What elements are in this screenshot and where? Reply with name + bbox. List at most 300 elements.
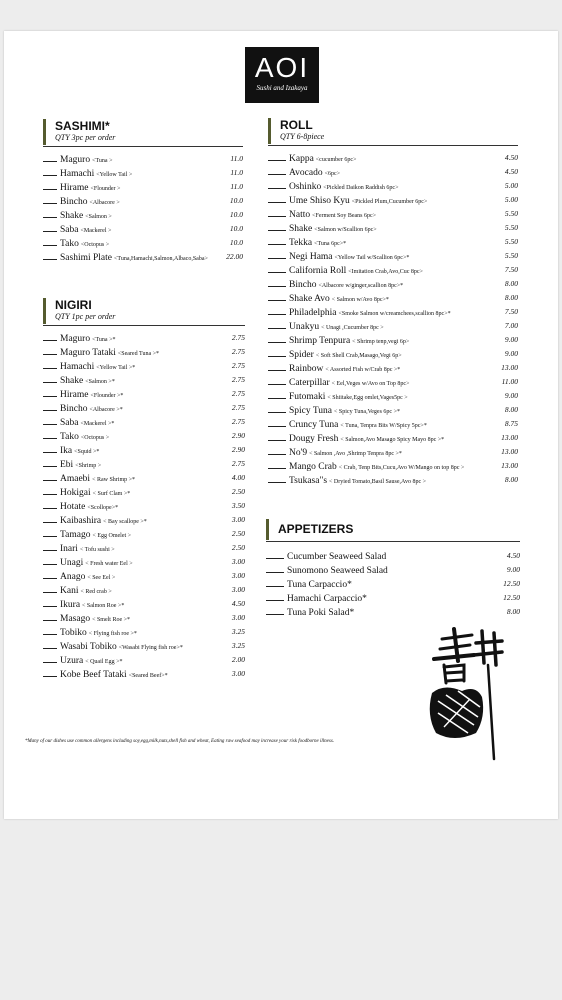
item-description: <Pickled Plum,Cucumber 6pc>: [351, 199, 428, 205]
item-price: 5.50: [504, 251, 518, 260]
qty-blank: [43, 569, 57, 579]
qty-blank: [268, 291, 286, 301]
qty-blank: [268, 221, 286, 231]
qty-blank: [43, 401, 57, 411]
item-description: <Albacore w/ginger,scallion 8pc>*: [318, 283, 404, 289]
item-price: 3.25: [231, 641, 245, 650]
item-price: 7.50: [504, 307, 518, 316]
item-name: Caterpillar: [289, 378, 330, 388]
item-name: Tamago: [60, 530, 91, 540]
menu-item: [268, 459, 518, 473]
item-name: Kaibashira: [60, 516, 102, 526]
item-description: < Shiitake,Egg omlet,Vages5pc >: [327, 395, 408, 401]
item-description: <Seared Beef>*: [128, 673, 168, 679]
qty-blank: [268, 305, 286, 315]
item-description: <Salmon >: [85, 214, 112, 220]
item-description: <Mackerel >: [80, 228, 112, 234]
item-name: Saba: [60, 418, 79, 428]
menu-item: [43, 194, 243, 208]
item-price: 2.50: [231, 543, 245, 552]
menu-item: [268, 431, 518, 445]
item-name: Saba: [60, 225, 79, 235]
item-price: 2.75: [231, 417, 245, 426]
item-name: Masago: [60, 614, 91, 624]
qty-blank: [268, 179, 286, 189]
qty-blank: [266, 577, 284, 587]
item-name: Philadelphia: [289, 308, 337, 318]
item-name: Hamachi: [60, 169, 95, 179]
section-title: ROLL: [280, 118, 313, 132]
item-price: 13.00: [501, 433, 518, 442]
item-name: Tsukasa"s: [289, 476, 328, 486]
item-price: 11.0: [230, 182, 243, 191]
item-price: 2.75: [231, 333, 245, 342]
item-description: < Smelt Roe >*: [92, 617, 131, 623]
item-description: <Tuna,Hamachi,Salmon,Albaco,Saba>: [114, 256, 208, 262]
menu-item: [268, 375, 518, 389]
qty-blank: [268, 361, 286, 371]
item-name: Cucumber Seaweed Salad: [287, 552, 387, 562]
item-price: 8.00: [504, 293, 518, 302]
menu-item: [43, 485, 245, 499]
item-name: Cruncy Tuna: [289, 420, 339, 430]
menu-item: [43, 583, 245, 597]
item-description: <Octopus >: [80, 435, 110, 441]
menu-item: [43, 345, 245, 359]
item-name: Spicy Tuna: [289, 406, 333, 416]
item-description: <Tuna >*: [92, 337, 116, 343]
item-price: 10.0: [229, 196, 243, 205]
qty-blank: [268, 319, 286, 329]
nigiri-items: [43, 331, 245, 681]
item-price: 7.00: [504, 321, 518, 330]
item-name: Sashimi Plate: [60, 253, 112, 263]
menu-item: [266, 605, 520, 619]
qty-blank: [43, 180, 57, 190]
menu-item: [268, 305, 518, 319]
menu-item: [268, 263, 518, 277]
menu-item: [43, 387, 245, 401]
qty-blank: [43, 611, 57, 621]
item-price: 5.50: [504, 223, 518, 232]
menu-item: [43, 152, 243, 166]
item-name: Maguro: [60, 155, 91, 165]
section-header: [43, 298, 245, 324]
item-name: Hamachi Carpaccio*: [287, 594, 367, 604]
item-name: Tako: [60, 432, 79, 442]
item-name: Kappa: [289, 154, 314, 164]
qty-blank: [268, 277, 286, 287]
menu-item: [43, 429, 245, 443]
menu-page: [4, 31, 558, 819]
menu-item: [268, 389, 518, 403]
item-price: 4.00: [231, 473, 245, 482]
qty-blank: [268, 445, 286, 455]
item-price: 9.00: [506, 565, 520, 574]
item-description: <Seared Tuna >*: [117, 351, 159, 357]
menu-item: [268, 235, 518, 249]
item-price: 8.00: [506, 607, 520, 616]
item-description: < Bay scallope >*: [103, 519, 147, 525]
item-price: 8.00: [504, 475, 518, 484]
menu-item: [266, 577, 520, 591]
item-price: 12.50: [503, 593, 520, 602]
roll-section: [268, 118, 518, 487]
menu-item: [268, 445, 518, 459]
item-price: 2.50: [231, 529, 245, 538]
item-description: <6pc>: [324, 171, 341, 177]
item-name: Anago: [60, 572, 86, 582]
qty-blank: [43, 443, 57, 453]
item-description: < Unagi ,Cucumber 8pc >: [321, 325, 384, 331]
menu-item: [43, 555, 245, 569]
item-name: Tekka: [289, 238, 313, 248]
qty-blank: [43, 597, 57, 607]
item-description: <Pickled Daikon Raddish 6pc>: [323, 185, 399, 191]
item-name: Negi Hama: [289, 252, 333, 262]
item-description: < Raw Shrimp >*: [92, 477, 136, 483]
item-description: < Spicy Tuna,Veges 6pc >*: [334, 409, 400, 415]
menu-item: [43, 373, 245, 387]
qty-blank: [43, 555, 57, 565]
item-description: <Mackerel >*: [80, 421, 115, 427]
qty-blank: [43, 345, 57, 355]
item-name: Oshinko: [289, 182, 322, 192]
item-description: < Salmon Roe >*: [82, 603, 125, 609]
item-description: < Crab, Tenp Bits,Cucu,Avo W/Mango on top 8pc >: [338, 465, 465, 471]
qty-blank: [268, 193, 286, 203]
menu-item: [268, 165, 518, 179]
item-description: <Flounder >*: [90, 393, 124, 399]
item-name: Shake: [60, 376, 84, 386]
qty-blank: [43, 222, 57, 232]
item-description: < Eel,Veges w/Avo on Top 8pc>: [331, 381, 410, 387]
qty-blank: [268, 207, 286, 217]
menu-item: [43, 527, 245, 541]
qty-blank: [268, 403, 286, 413]
menu-item: [268, 417, 518, 431]
section-subtitle: QTY 3pc per order: [55, 133, 116, 142]
item-name: Tobiko: [60, 628, 87, 638]
menu-item: [43, 415, 245, 429]
item-description: < Salmon,Avo Masago Spicy Mayo 8pc >*: [340, 437, 445, 443]
item-description: <Imitation Crab,Avo,Cuc 8pc>: [348, 269, 423, 275]
menu-item: [43, 457, 245, 471]
section-title: NIGIRI: [55, 298, 92, 312]
qty-blank: [43, 373, 57, 383]
item-name: No'9: [289, 448, 308, 458]
item-price: 11.00: [501, 377, 518, 386]
item-description: <Flounder >: [90, 186, 121, 192]
item-name: Kani: [60, 586, 79, 596]
item-name: California Roll: [289, 266, 347, 276]
item-description: < Quail Egg >*: [85, 659, 123, 665]
item-price: 8.00: [504, 279, 518, 288]
item-description: <Salmon w/Scallion 6pc>: [314, 227, 377, 233]
logo-subtitle: Sushi and Izakaya: [256, 84, 308, 92]
qty-blank: [266, 563, 284, 573]
menu-item: [268, 207, 518, 221]
item-price: 2.00: [231, 655, 245, 664]
item-name: Hirame: [60, 183, 89, 193]
item-description: <Yellow Tail >: [96, 172, 133, 178]
menu-item: [268, 333, 518, 347]
qty-blank: [268, 165, 286, 175]
menu-item: [268, 221, 518, 235]
qty-blank: [43, 513, 57, 523]
item-name: Amaebi: [60, 474, 91, 484]
item-price: 4.50: [506, 551, 520, 560]
item-price: 2.75: [231, 347, 245, 356]
roll-items: [268, 151, 518, 487]
item-price: 8.75: [504, 419, 518, 428]
menu-item: [43, 569, 245, 583]
item-name: Natto: [289, 210, 311, 220]
menu-item: [43, 597, 245, 611]
menu-item: [268, 193, 518, 207]
section-title: SASHIMI*: [55, 119, 110, 133]
section-rule: [266, 541, 520, 542]
item-description: < Egg Omelet >: [92, 533, 132, 539]
item-price: 3.00: [231, 571, 245, 580]
item-name: Unakyu: [289, 322, 320, 332]
nigiri-section: [43, 298, 245, 681]
qty-blank: [43, 667, 57, 677]
item-name: Hamachi: [60, 362, 95, 372]
section-header: [266, 519, 520, 540]
calligraphy-artwork: [424, 621, 504, 761]
menu-item: [43, 499, 245, 513]
menu-item: [43, 471, 245, 485]
menu-item: [43, 166, 243, 180]
item-name: Inari: [60, 544, 78, 554]
item-price: 2.90: [231, 445, 245, 454]
qty-blank: [268, 263, 286, 273]
item-name: Ikura: [60, 600, 81, 610]
item-price: 2.75: [231, 389, 245, 398]
menu-item: [43, 625, 245, 639]
qty-blank: [43, 583, 57, 593]
item-price: 5.00: [504, 195, 518, 204]
item-description: <cucumber 6pc>: [315, 157, 357, 163]
item-price: 3.00: [231, 585, 245, 594]
menu-item: [43, 541, 245, 555]
qty-blank: [43, 625, 57, 635]
item-description: < Dryied Tomato,Basil Sause,Avo 8pc >: [329, 479, 426, 485]
item-description: <Albacore >: [89, 200, 120, 206]
item-description: <Smoke Salmon w/creamchees,scallion 8pc>*: [338, 311, 451, 317]
item-description: <Ferment Soy Beans 6pc>: [312, 213, 377, 219]
menu-item: [268, 319, 518, 333]
item-name: Tako: [60, 239, 79, 249]
menu-item: [43, 639, 245, 653]
item-description: < Shrimp tenp,vegi 6p>: [352, 339, 410, 345]
appetizer-items: [266, 549, 520, 619]
item-price: 9.00: [504, 349, 518, 358]
section-rule: [268, 145, 518, 146]
menu-item: [268, 277, 518, 291]
qty-blank: [268, 249, 286, 259]
qty-blank: [268, 389, 286, 399]
section-subtitle: QTY 6-8piece: [280, 132, 325, 141]
item-name: Kobe Beef Tataki: [60, 670, 127, 680]
menu-item: [268, 361, 518, 375]
qty-blank: [266, 605, 284, 615]
item-description: < Tuna, Tenpra Bits W/Spicy 5pc>*: [340, 423, 427, 429]
qty-blank: [268, 473, 286, 483]
item-price: 11.0: [230, 168, 243, 177]
menu-item: [43, 359, 245, 373]
qty-blank: [43, 457, 57, 467]
item-description: < Flying fish roe >*: [88, 631, 137, 637]
item-description: <Yellow Tail >*: [96, 365, 136, 371]
sashimi-section: [43, 119, 243, 264]
menu-item: [268, 473, 518, 487]
menu-item: [43, 611, 245, 625]
item-price: 22.00: [226, 252, 243, 261]
menu-item: [43, 180, 243, 194]
item-name: Unagi: [60, 558, 84, 568]
item-description: < Surf Clam >*: [92, 491, 131, 497]
menu-item: [266, 563, 520, 577]
qty-blank: [43, 331, 57, 341]
item-description: <Yellow Tail w/Scallion 6pc>*: [334, 255, 410, 261]
menu-item: [43, 222, 243, 236]
item-name: Wasabi Tobiko: [60, 642, 117, 652]
item-price: 4.50: [504, 167, 518, 176]
item-price: 2.75: [231, 375, 245, 384]
qty-blank: [43, 359, 57, 369]
qty-blank: [268, 333, 286, 343]
item-price: 3.00: [231, 613, 245, 622]
item-name: Avocado: [289, 168, 323, 178]
item-price: 11.0: [230, 154, 243, 163]
item-description: < Salmon w/Avo 8pc>*: [331, 297, 389, 303]
item-price: 8.00: [504, 405, 518, 414]
item-price: 3.00: [231, 557, 245, 566]
item-price: 4.50: [504, 153, 518, 162]
item-price: 2.50: [231, 487, 245, 496]
qty-blank: [43, 415, 57, 425]
item-description: <Scollope>*: [87, 505, 119, 511]
logo-name: AOI: [254, 52, 310, 83]
calligraphy-ink-icon: [424, 621, 504, 761]
menu-item: [266, 549, 520, 563]
menu-item: [43, 401, 245, 415]
item-description: <Shrimp >: [75, 463, 102, 469]
item-name: Mango Crab: [289, 462, 337, 472]
qty-blank: [43, 152, 57, 162]
qty-blank: [43, 639, 57, 649]
item-name: Maguro: [60, 334, 91, 344]
item-price: 3.25: [231, 627, 245, 636]
item-description: < Salmon ,Avo ,Shrimp Tenpra 8pc >*: [309, 451, 402, 457]
qty-blank: [266, 591, 284, 601]
qty-blank: [268, 151, 286, 161]
menu-item: [268, 151, 518, 165]
item-name: Dougy Fresh: [289, 434, 339, 444]
item-name: Futomaki: [289, 392, 326, 402]
menu-item: [266, 591, 520, 605]
item-price: 2.75: [231, 361, 245, 370]
item-name: Uzura: [60, 656, 84, 666]
qty-blank: [43, 236, 57, 246]
menu-item: [43, 208, 243, 222]
item-description: < Red crab >: [80, 589, 112, 595]
item-name: Ika: [60, 446, 73, 456]
qty-blank: [43, 485, 57, 495]
menu-item: [268, 179, 518, 193]
item-description: < Fresh water Eel >: [85, 561, 133, 567]
item-price: 5.50: [504, 209, 518, 218]
item-name: Spider: [289, 350, 314, 360]
allergen-footnote: *Many of our dishes use common allergens including soy,egg,milk,nuts,shell fish and wheat, Eating raw seafood may increase your risk foodborne illness.: [25, 739, 335, 744]
qty-blank: [268, 459, 286, 469]
section-header: [268, 118, 518, 144]
section-rule: [43, 146, 243, 147]
menu-item: [268, 403, 518, 417]
item-price: 7.50: [504, 265, 518, 274]
item-price: 9.00: [504, 391, 518, 400]
item-price: 12.50: [503, 579, 520, 588]
appetizers-section: [266, 519, 520, 619]
item-description: < Soft Shell Crab,Masago,Vegi 6p>: [315, 353, 402, 359]
item-price: 10.0: [229, 238, 243, 247]
item-description: <Tuna 6pc>*: [314, 241, 347, 247]
item-description: <Wasabi Flying fish roe>*: [118, 645, 183, 651]
item-price: 13.00: [501, 447, 518, 456]
qty-blank: [268, 347, 286, 357]
qty-blank: [43, 429, 57, 439]
qty-blank: [43, 471, 57, 481]
item-price: 4.50: [231, 599, 245, 608]
item-price: 2.90: [231, 431, 245, 440]
menu-item: [43, 667, 245, 681]
item-description: <Albacore >*: [89, 407, 123, 413]
item-price: 10.0: [229, 210, 243, 219]
menu-item: [43, 236, 243, 250]
item-name: Hokigai: [60, 488, 91, 498]
item-name: Rainbow: [289, 364, 324, 374]
menu-item: [43, 250, 243, 264]
sashimi-items: [43, 152, 243, 264]
qty-blank: [43, 541, 57, 551]
section-header: [43, 119, 243, 145]
item-name: Shrimp Tenpura: [289, 336, 351, 346]
item-description: < Assorted Fish w/Crab 8pc >*: [325, 367, 401, 373]
menu-item: [268, 291, 518, 305]
item-price: 10.0: [229, 224, 243, 233]
item-price: 13.00: [501, 461, 518, 470]
item-name: Bincho: [60, 197, 88, 207]
item-description: <Salmon >*: [85, 379, 115, 385]
qty-blank: [43, 250, 57, 260]
section-title: APPETIZERS: [278, 522, 354, 536]
item-name: Shake Avo: [289, 294, 330, 304]
qty-blank: [43, 208, 57, 218]
menu-item: [43, 653, 245, 667]
item-description: <Squid >*: [74, 449, 100, 455]
item-price: 2.75: [231, 459, 245, 468]
section-rule: [43, 325, 245, 326]
item-description: < Tofu sushi >: [79, 547, 115, 553]
item-name: Maguro Tataki: [60, 348, 116, 358]
menu-item: [268, 249, 518, 263]
item-name: Sunomono Seaweed Salad: [287, 566, 388, 576]
qty-blank: [43, 194, 57, 204]
menu-item: [43, 443, 245, 457]
item-name: Tuna Poki Salad*: [287, 608, 355, 618]
